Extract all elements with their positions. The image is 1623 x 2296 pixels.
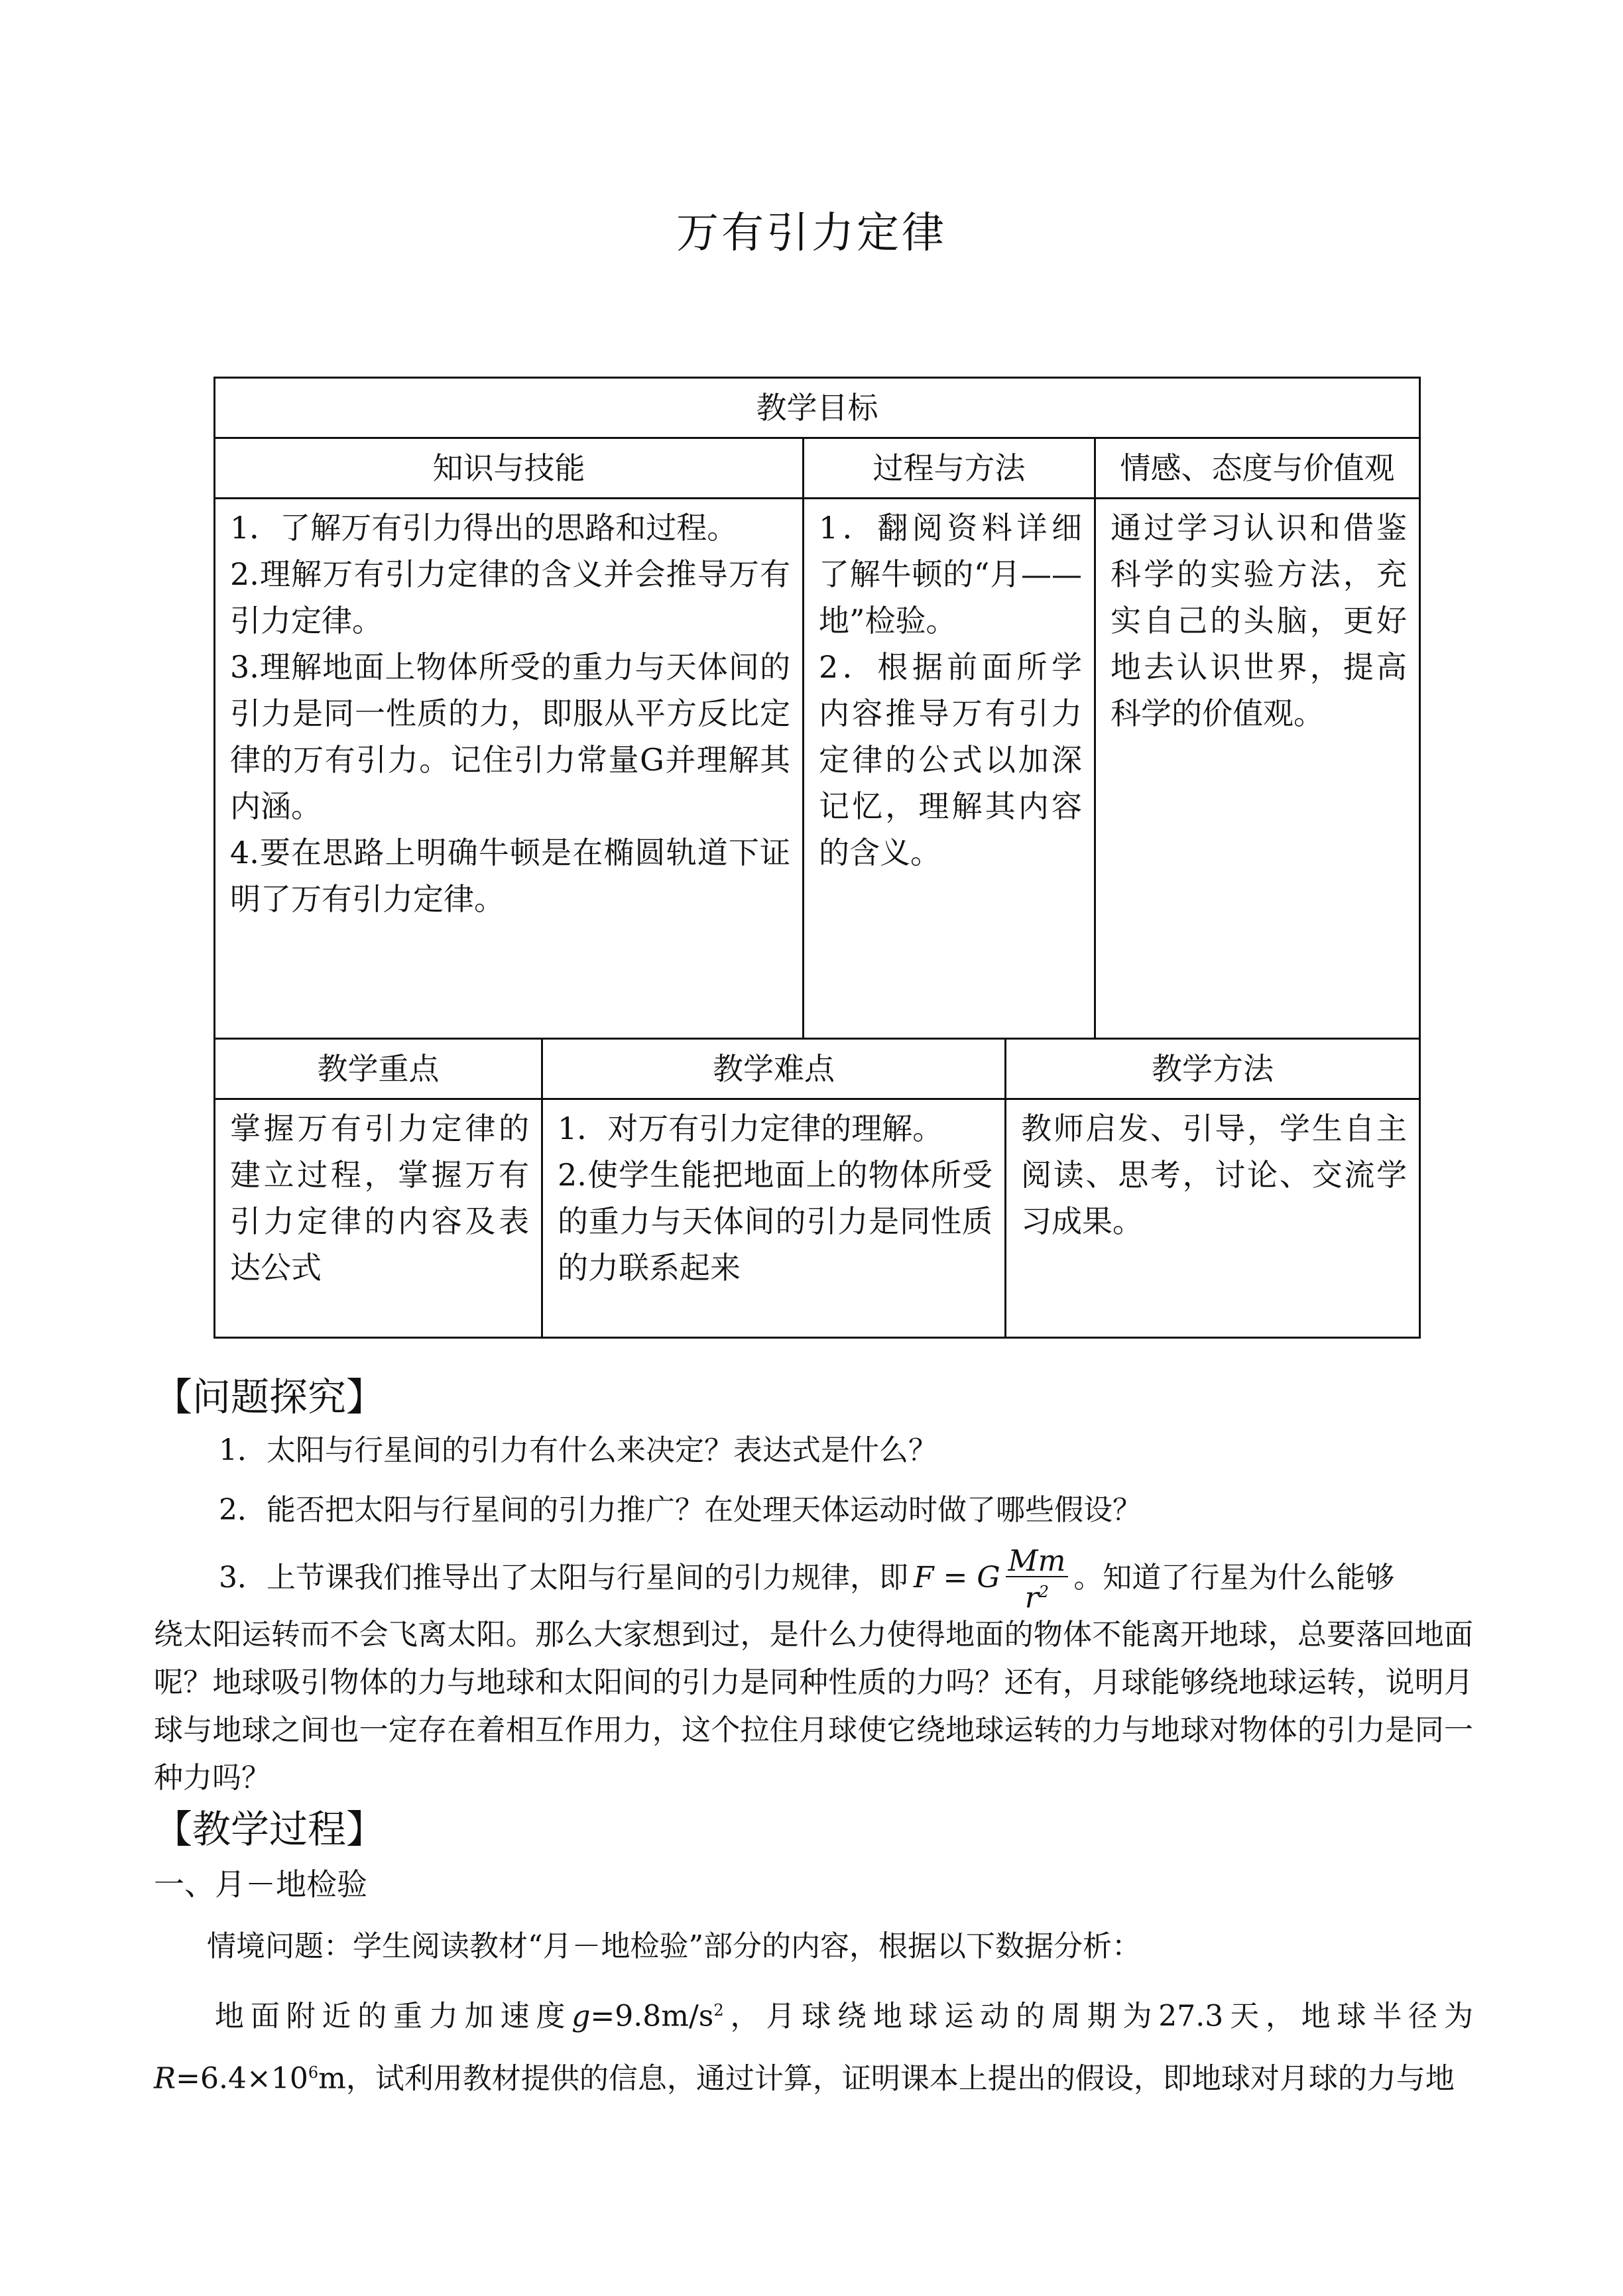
knowledge-item: 3.理解地面上物体所受的重力与天体间的引力是同一性质的力，即服从平方反比定律的万有引力。记住引力常量G并理解其内涵。 bbox=[230, 649, 790, 824]
process-cell bbox=[804, 499, 1095, 1039]
question-3-start: 3．上节课我们推导出了太阳与行星间的引力规律，即 bbox=[219, 1561, 908, 1595]
col-header-attitude: 情感、态度与价值观 bbox=[1095, 438, 1420, 499]
process-item: 2．根据前面所学内容推导万有引力定律的公式以加深记忆，理解其内容的含义。 bbox=[819, 649, 1082, 871]
knowledge-item: 4.要在思路上明确牛顿是在椭圆轨道下证明了万有引力定律。 bbox=[230, 835, 790, 917]
formula-numerator: Mm bbox=[1006, 1547, 1069, 1577]
method-text: 教师启发、引导，学生自主阅读、思考，讨论、交流学习成果。 bbox=[1021, 1111, 1408, 1239]
attitude-cell bbox=[1095, 499, 1420, 1039]
objectives-header: 教学目标 bbox=[215, 378, 1420, 438]
difficulty-header: 教学难点 bbox=[542, 1039, 1006, 1099]
method-cell bbox=[1006, 1099, 1420, 1338]
col-header-process: 过程与方法 bbox=[804, 438, 1095, 499]
formula-denominator bbox=[1006, 1577, 1069, 1613]
r-exponent: 6 bbox=[308, 2063, 319, 2082]
data-paragraph bbox=[154, 1982, 1473, 2106]
attitude-text: 通过学习认识和借鉴科学的实验方法，充实自己的头脑，更好地去认识世界，提高科学的价值观。 bbox=[1111, 510, 1408, 731]
difficulty-item: 2.使学生能把地面上的物体所受的重力与天体间的引力是同性质的力联系起来 bbox=[558, 1157, 992, 1286]
question-3-rest: 绕太阳运转而不会飞离太阳。那么大家想到过，是什么力使得地面的物体不能离开地球，总要落回地面呢？地球吸引物体的力与地球和太阳间的引力是同种性质的力吗？还有，月球能够绕地球运转，说明月球与地球之间也一定存在着相互作用力，这个拉住月球使它绕地球运转的力与地球对物体的引力是同一种力吗？ bbox=[154, 1618, 1473, 1795]
question-3-line bbox=[219, 1543, 1478, 1615]
process-item: 1．翻阅资料详细了解牛顿的“月——地”检验。 bbox=[819, 510, 1082, 638]
subheading-moon-earth: 一、月－地检验 bbox=[154, 1866, 367, 1902]
g-value: =9.8m/s bbox=[590, 1999, 714, 2033]
r-value: =6.4×10 bbox=[176, 2061, 308, 2096]
formula-fraction bbox=[1006, 1543, 1069, 1615]
data-text-2: ，月球绕地球运动的周期为27.3天，地球半径为 bbox=[723, 1999, 1473, 2033]
process-heading: 【教学过程】 bbox=[154, 1807, 385, 1852]
g-symbol: g bbox=[571, 1999, 591, 2033]
difficulty-cell bbox=[542, 1099, 1006, 1338]
difficulty-item: 1．对万有引力定律的理解。 bbox=[558, 1111, 943, 1146]
focus-cell bbox=[215, 1099, 542, 1338]
formula-lhs: F = G bbox=[914, 1561, 1000, 1595]
objectives-table bbox=[213, 377, 1421, 1339]
question-3-body bbox=[154, 1611, 1473, 1802]
data-text-3: m，试利用教材提供的信息，通过计算，证明课本上提出的假设，即地球对月球的力与地 bbox=[318, 2061, 1455, 2096]
focus-text: 掌握万有引力定律的建立过程，掌握万有引力定律的内容及表达公式 bbox=[230, 1111, 529, 1286]
method-header: 教学方法 bbox=[1006, 1039, 1420, 1099]
formula-den-base: r bbox=[1024, 1581, 1039, 1615]
knowledge-item: 2.理解万有引力定律的含义并会推导万有引力定律。 bbox=[230, 556, 790, 638]
question-2: 2．能否把太阳与行星间的引力推广？在处理天体运动时做了哪些假设？ bbox=[219, 1493, 1142, 1527]
knowledge-item: 1．了解万有引力得出的思路和过程。 bbox=[230, 510, 738, 546]
situation-text: 情境问题：学生阅读教材“月－地检验”部分的内容，根据以下数据分析： bbox=[207, 1929, 1141, 1963]
r-symbol: R bbox=[154, 2061, 176, 2096]
question-1: 1．太阳与行星间的引力有什么来决定？表达式是什么？ bbox=[219, 1433, 937, 1467]
inquiry-heading: 【问题探究】 bbox=[154, 1374, 385, 1420]
knowledge-cell bbox=[215, 499, 804, 1039]
col-header-knowledge: 知识与技能 bbox=[215, 438, 804, 499]
question-3-after: 。知道了行星为什么能够 bbox=[1073, 1561, 1395, 1595]
data-text-1: 地面附近的重力加速度 bbox=[215, 1999, 572, 2033]
focus-header: 教学重点 bbox=[215, 1039, 542, 1099]
g-exponent: 2 bbox=[713, 2001, 724, 2020]
formula-den-exp: 2 bbox=[1038, 1582, 1050, 1601]
page-title: 万有引力定律 bbox=[676, 209, 947, 258]
